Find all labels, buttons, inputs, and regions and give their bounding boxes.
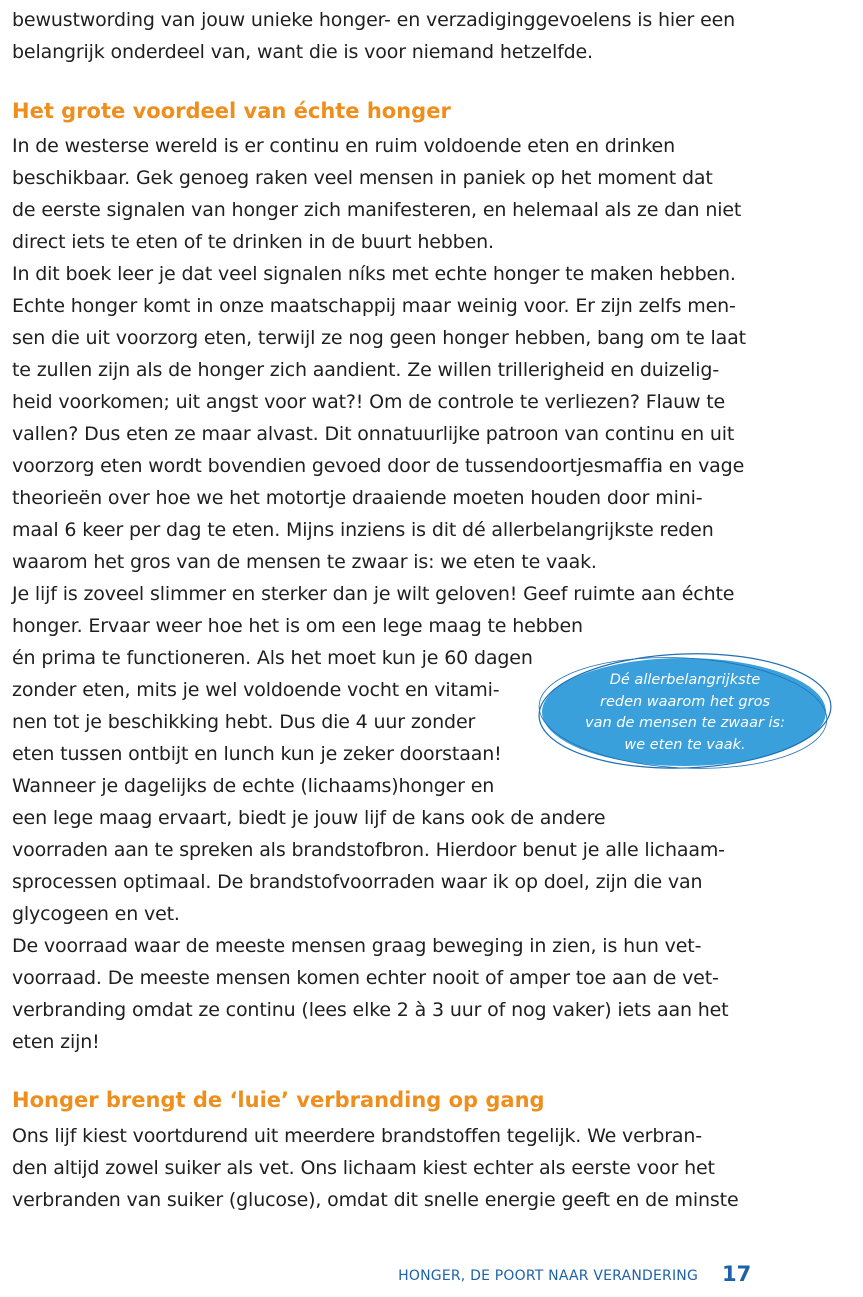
- body-line: zonder eten, mits je wel voldoende vocht en vitami-: [12, 679, 500, 701]
- body-line: te zullen zijn als de honger zich aandient. Ze willen trillerigheid en duizelig-: [12, 359, 720, 381]
- body-line: honger. Ervaar weer hoe het is om een lege maag te hebben: [12, 615, 583, 637]
- pull-quote-callout: [534, 652, 834, 772]
- section-heading: Honger brengt de ‘luie’ verbranding op gang: [12, 1088, 545, 1112]
- body-line: heid voorkomen; uit angst voor wat?! Om de controle te verliezen? Flauw te: [12, 391, 726, 413]
- body-line: sprocessen optimaal. De brandstofvoorraden waar ik op doel, zijn die van: [12, 871, 703, 893]
- body-line: voorraad. De meeste mensen komen echter nooit of amper toe aan de vet-: [12, 967, 719, 989]
- body-line: én prima te functioneren. Als het moet kun je 60 dagen: [12, 647, 533, 669]
- body-line: In dit boek leer je dat veel signalen níks met echte honger te maken hebben.: [12, 263, 736, 285]
- body-line: den altijd zowel suiker als vet. Ons lichaam kiest echter als eerste voor het: [12, 1157, 715, 1179]
- body-line: een lege maag ervaart, biedt je jouw lijf de kans ook de andere: [12, 807, 606, 829]
- pull-quote-line: we eten te vaak.: [624, 736, 746, 753]
- body-line: Echte honger komt in onze maatschappij maar weinig voor. Er zijn zelfs men-: [12, 295, 736, 317]
- body-line: In de westerse wereld is er continu en ruim voldoende eten en drinken: [12, 135, 675, 157]
- body-line: de eerste signalen van honger zich manifesteren, en helemaal als ze dan niet: [12, 199, 742, 221]
- pull-quote-line: Dé allerbelangrijkste: [609, 672, 761, 688]
- body-line: verbranden van suiker (glucose), omdat dit snelle energie geeft en de minste: [12, 1189, 739, 1211]
- body-line: maal 6 keer per dag te eten. Mijns inziens is dit dé allerbelangrijkste reden: [12, 519, 714, 541]
- section-heading: Het grote voordeel van échte honger: [12, 99, 451, 123]
- body-line: Wanneer je dagelijks de echte (lichaams)honger en: [12, 775, 495, 797]
- body-line: Je lijf is zoveel slimmer en sterker dan je wilt geloven! Geef ruimte aan échte: [12, 583, 735, 605]
- body-line: bewustwording van jouw unieke honger- en verzadiginggevoelens is hier een: [12, 9, 736, 31]
- body-line: theorieën over hoe we het motortje draaiende moeten houden door mini-: [12, 487, 703, 509]
- pull-quote-line: reden waarom het gros: [600, 693, 770, 710]
- body-line: eten tussen ontbijt en lunch kun je zeker doorstaan!: [12, 743, 502, 765]
- body-line: direct iets te eten of te drinken in de buurt hebben.: [12, 231, 494, 253]
- body-line: eten zijn!: [12, 1031, 100, 1053]
- body-line: nen tot je beschikking hebt. Dus die 4 uur zonder: [12, 711, 476, 733]
- body-line: voorzorg eten wordt bovendien gevoed door de tussendoortjesmaffia en vage: [12, 455, 745, 477]
- body-line: waarom het gros van de mensen te zwaar is: we eten te vaak.: [12, 551, 597, 573]
- pull-quote-text: [554, 670, 816, 756]
- running-footer-title: HONGER, DE POORT NAAR VERANDERING: [398, 1268, 698, 1284]
- body-line: De voorraad waar de meeste mensen graag beweging in zien, is hun vet-: [12, 935, 702, 957]
- body-line: belangrijk onderdeel van, want die is voor niemand hetzelfde.: [12, 41, 593, 63]
- pull-quote-line: van de mensen te zwaar is:: [584, 715, 785, 731]
- body-line: voorraden aan te spreken als brandstofbron. Hierdoor benut je alle lichaam-: [12, 839, 725, 861]
- page-number: 17: [722, 1262, 752, 1286]
- body-line: vallen? Dus eten ze maar alvast. Dit onnatuurlijke patroon van continu en uit: [12, 423, 735, 445]
- body-line: Ons lijf kiest voortdurend uit meerdere brandstoffen tegelijk. We verbran-: [12, 1125, 702, 1147]
- body-line: glycogeen en vet.: [12, 903, 180, 925]
- body-line: sen die uit voorzorg eten, terwijl ze nog geen honger hebben, bang om te laat: [12, 327, 746, 349]
- body-line: verbranding omdat ze continu (lees elke 2 à 3 uur of nog vaker) iets aan het: [12, 999, 729, 1021]
- body-line: beschikbaar. Gek genoeg raken veel mensen in paniek op het moment dat: [12, 167, 713, 189]
